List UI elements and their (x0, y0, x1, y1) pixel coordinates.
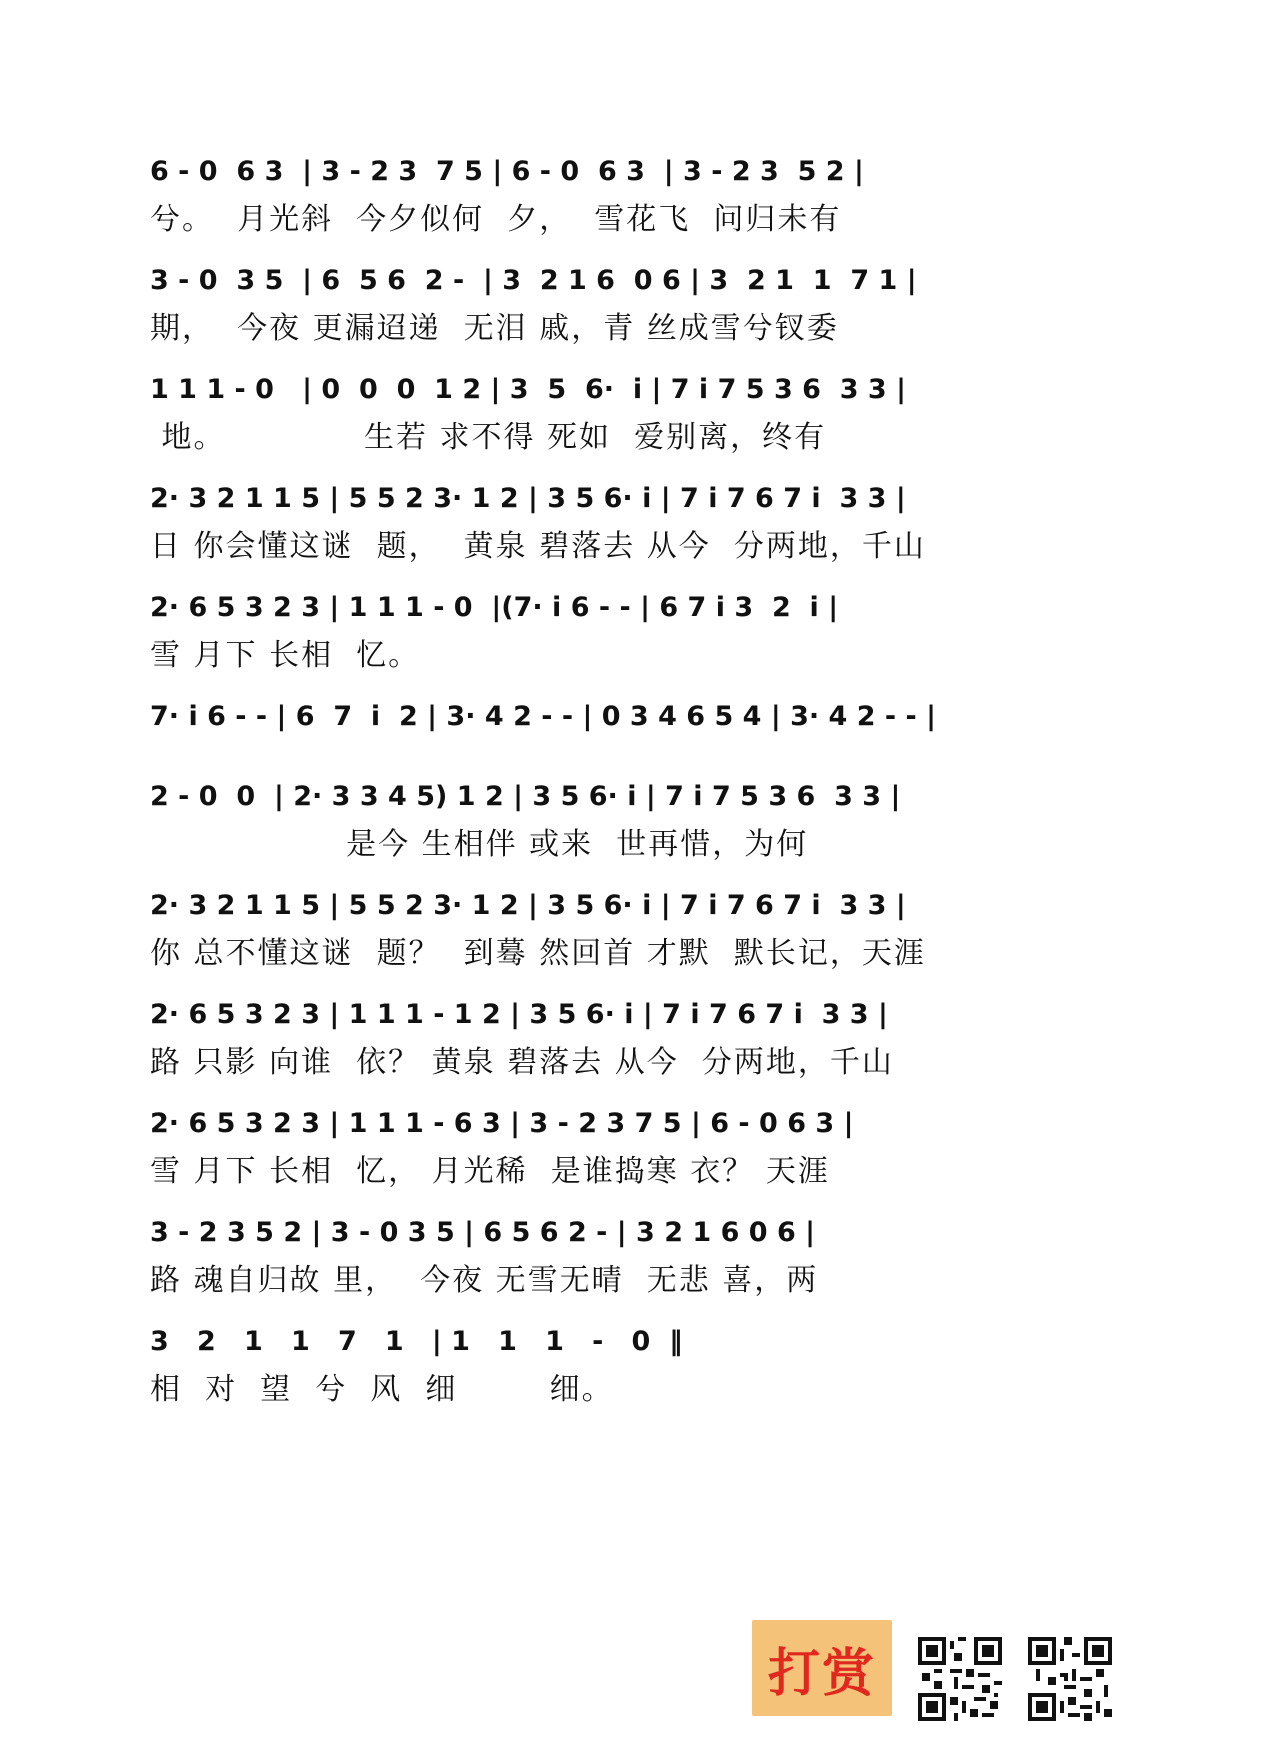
notation-line: 2· 3 2 1 1 5 | 5 5 2 3· 1 2 | 3 5 6· i | 7 i 7 6 7 i 3 3 | (150, 890, 906, 921)
notation-line: 7· i 6 - - | 6 7 i 2 | 3· 4 2 - - | 0 3 4 6 5 4 | 3· 4 2 - - | (150, 701, 936, 732)
score-system-12 (150, 1310, 1130, 1419)
notation-line: 3 - 2 3 5 2 | 3 - 0 3 5 | 6 5 6 2 - | 3 2 1 6 0 6 | (150, 1217, 816, 1248)
score-system-2 (150, 249, 1130, 358)
notation-line: 2· 6 5 3 2 3 | 1 1 1 - 1 2 | 3 5 6· i | 7 i 7 6 7 i 3 3 | (150, 999, 888, 1030)
score-system-6 (150, 685, 1130, 765)
score-system-1 (150, 140, 1130, 249)
reward-button[interactable] (752, 1620, 892, 1716)
score-system-8 (150, 874, 1130, 983)
score-sheet (150, 140, 1130, 1419)
notation-line: 6 - 0 6 3 | 3 - 2 3 7 5 | 6 - 0 6 3 | 3 - 2 3 5 2 | (150, 156, 864, 187)
lyric-line: 地。 生若 求不得 死如 爱别离，终有 (150, 420, 827, 455)
qr-code-icon (918, 1636, 1002, 1722)
score-system-4 (150, 467, 1130, 576)
notation-line: 2· 3 2 1 1 5 | 5 5 2 3· 1 2 | 3 5 6· i | 7 i 7 6 7 i 3 3 | (150, 483, 906, 514)
notation-line: 1 1 1 - 0 | 0 0 0 1 2 | 3 5 6· i | 7 i 7 5 3 6 3 3 | (150, 374, 906, 405)
notation-line: 3 2 1 1 7 1 | 1 1 1 - 0 ‖ (150, 1326, 683, 1357)
score-system-3 (150, 358, 1130, 467)
score-system-10 (150, 1092, 1130, 1201)
lyric-line: 雪 月下 长相 忆， 月光稀 是谁捣寒 衣？ 天涯 (150, 1154, 830, 1189)
lyric-line: 是今 生相伴 或来 世再惜，为何 (150, 827, 809, 862)
notation-line: 2 - 0 0 | 2· 3 3 4 5) 1 2 | 3 5 6· i | 7 i 7 5 3 6 3 3 | (150, 781, 901, 812)
score-system-9 (150, 983, 1130, 1092)
score-system-5 (150, 576, 1130, 685)
lyric-line: 路 只影 向谁 依？ 黄泉 碧落去 从今 分两地，千山 (150, 1045, 894, 1080)
score-system-11 (150, 1201, 1130, 1310)
notation-line: 2· 6 5 3 2 3 | 1 1 1 - 6 3 | 3 - 2 3 7 5 | 6 - 0 6 3 | (150, 1108, 854, 1139)
qr-code-icon (1028, 1636, 1112, 1722)
lyric-line: 相 对 望 兮 风 细 细。 (150, 1372, 614, 1407)
lyric-line: 雪 月下 长相 忆。 (150, 638, 421, 673)
notation-line: 3 - 0 3 5 | 6 5 6 2 - | 3 2 1 6 0 6 | 3 2 1 1 7 1 | (150, 265, 917, 296)
lyric-line: 路 魂自归故 里， 今夜 无雪无晴 无悲 喜，两 (150, 1263, 819, 1298)
reward-label: 打赏 (767, 1643, 876, 1704)
notation-line: 2· 6 5 3 2 3 | 1 1 1 - 0 |(7· i 6 - - | 6 7 i 3 2 i | (150, 592, 839, 623)
score-system-7 (150, 765, 1130, 874)
lyric-line: 你 总不懂这谜 题？ 到蓦 然回首 才默 默长记，天涯 (150, 936, 926, 971)
lyric-line: 兮。 月光斜 今夕似何 夕， 雪花飞 问归未有 (150, 202, 842, 237)
lyric-line: 日 你会懂这谜 题， 黄泉 碧落去 从今 分两地，千山 (150, 529, 926, 564)
lyric-line: 期， 今夜 更漏迢递 无泪 戚，青 丝成雪兮钗委 (150, 311, 839, 346)
